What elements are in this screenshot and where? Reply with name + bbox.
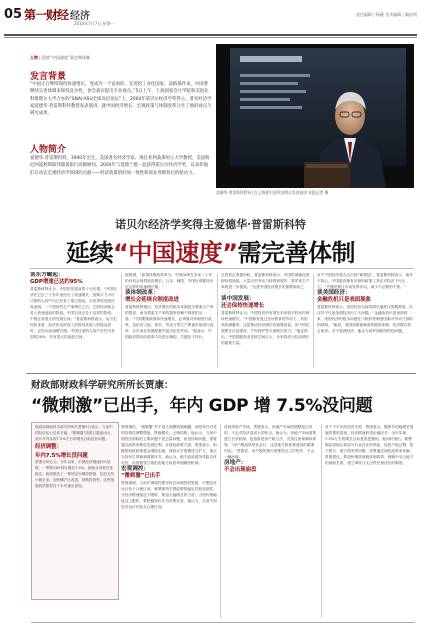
column-divider xyxy=(321,424,322,618)
article2-subhead: 财政部财政科学研究所所长贾康： xyxy=(31,380,174,391)
resume-text: 爱德华·普雷斯科特，1940年出生，美国著名经济学家。现任亚利桑那州立大学教授、美国明尼阿波利斯联邦储备银行高级顾问。2004年与基德兰德一起获得诺贝尔经济学奖，以表彰他们在动态宏观经济学领域的贡献——经济政策的时间一致性和商业周期背后的驱动力。 xyxy=(30,156,210,176)
header-editors: 责任编辑 | 杨薇 美术编辑 | 翁思明 xyxy=(355,12,417,17)
speaker-photo xyxy=(216,44,414,188)
article2-rule xyxy=(26,373,416,374)
column-divider xyxy=(220,424,221,618)
header-date: 2014年7月7日 星期一 xyxy=(74,21,115,26)
article2-column-2: 谈到房地产市场，贾康表示，房地产市场的调整是正常的，不会对经济造成大的冲击。他认为，房地产市场需要建立长效机制，包括推进房产税立法、完善住房保障体系等。“房产税改革势在必行，这是地方税体系建设的重要内容。”贾康说，房产税的推出需要经过立法程序，不会一蹴而就。 房地产： 不会出现崩盘 xyxy=(224,425,317,473)
column-divider xyxy=(217,274,218,368)
kicker: 人物 | 延续“中国速度”需完善体制 xyxy=(30,55,91,60)
article1-column-1: 谈东方崛起： GDP增速已达约95% 普雷斯科特认为，中国的发展前景十分乐观。“中国经济在过去三十多年里经历了高速增长，按购买力平价计算的人均产出已经有了很大提高。全世界的发展经验表明，一个国家的生产率增长之后，它的经济就会进入快速追赶的阶段。中国目前正处于这样的阶段。中国还有很大的发展空间。”普雷斯科特表示，从历史经验来看，经济体从低收入阶段向高收入阶段迈进时，会经历高速增长期。中国目前的人均产出约为美国的20%，仍有很大的追赶空间。 xyxy=(30,272,117,339)
article1-column-4: 对于中国经济是否会出现“硬着陆”，普雷斯科特表示，他并不担心，中国政府拥有足够的政策工具应对经济下行压力。“关键是要让市场发挥作用，减少不必要的干预。” 谈美国经济： 金融危机只是表面现象 普雷斯科特表示，美国经济目前的增长速度比预期要低，但这并不代表美国经济出了大问题。“金融危机只是表面现象，美国经济的根本问题在于税收等制度因素对劳动力供给的抑制。”他说，美国如果能够改革税收体制，经济增长将会加快。对于欧洲经济，他认为同样面临结构性问题。 xyxy=(317,273,414,333)
background-text: “中国正在继续保持快速增长，变成为一个富裕的、先进的工业化国家，前路条件来，中国要继续完善体制来保持竞争性，参会嘉宾提出专业观点。”5日上午，上海国家会计学院和美国北科维斯尔大学合办的“SNAI-ASU全球高层论坛”上，2004年诺贝尔经济学奖得主、著名经济学家爱德华·普雷斯科特教授发表演讲，就中国经济增长、宏观政策与体制改革分享了他的观点与研究成果。 xyxy=(30,82,212,117)
resume-heading: 人物简介 xyxy=(30,145,67,155)
column-divider xyxy=(121,274,122,368)
article2-column-3: 对于下半年的经济走势，贾康表示，随着各项稳增长措施效果的显现，经济增速有望企稳回升，全年实现7.5%左右的增长目标是有把握的。他同时指出，要警惕局部地区和部分行业存在的风险，包括产能过剩、影子银行、地方债务等问题，需要通过深化改革来化解。贾康建议，要加快推进财税体制改革，理顺中央与地方的财政关系，建立事权与支出责任相适应的制度。 xyxy=(325,425,414,465)
page-bottom-rule xyxy=(31,622,415,623)
article1-column-2: 他预测，“如果体制改革得当，中国GDP在未来二十年仍有机会保持较高增长。日本、韩国、中国台湾都经历过这样的高速增长期。” 谈体制改革： 增长会延续自制度改进 普雷斯科特指出，经济增长的根本来源是全要素生产率的提高，而全要素生产率的提高依赖于制度的完善。“中国要继续保持快速增长，必须要对体制进行改革，包括对土地、资本、劳动力等生产要素市场进行改革，让市场在资源配置中起决定性作用。”他表示，中国政府提出的改革方向是正确的，关键在于执行。 xyxy=(125,273,214,339)
header-rule-thin xyxy=(4,37,417,38)
article2-sidebar-box: 财政部财政科学研究所所长贾康5日表示，当前中国经济运行总体平稳，“微刺激”政策已陆续出台，预计年内实现7.5%左右的增长目标没有问题。 经济调整： 年内7.5%增长没问题 贾康分析认为，今年以来，中国经济增速有所放缓，一季度GDP同比增长7.4%，但就业形势总体稳定。政府推出了一系列定向调控措施，包括支持小微企业、加快棚户区改造、铁路投资等，这些措施的效果将在下半年逐步显现。 xyxy=(31,422,119,600)
masthead-logo: 第一财经 xyxy=(24,8,69,22)
column-divider xyxy=(313,274,314,368)
background-heading: 发言背景 xyxy=(30,72,67,82)
page-number: 05 xyxy=(4,7,23,22)
article1-subhead: 诺贝尔经济学奖得主爱德华·普雷斯科特 xyxy=(115,218,306,231)
section-name: 经济 xyxy=(70,11,90,22)
photo-caption: 爱德华·普雷斯科特5日在上海就中国经济增长发表演讲 本报记者 摄 xyxy=(216,190,329,195)
article1-column-3: 在回答记者提问时，普雷斯科特表示，中国的城镇化进程仍将延续，大量农村劳动力转移到城市，将带来生产率的进一步提高。“这是中国经济增长的重要源泉之一。” 谈中国发展： 还会保持快速增长 普雷斯科特认为，中国经济仍有望在未来较长时间内保持快速增长。“中国拥有受过良好教育的劳动力，有很高的储蓄率，这是推动经济增长的重要因素。但中国还需要在法治建设、产权保护等方面做出努力。”他还指出，中国的服务业发展空间巨大，未来将成为拉动增长的重要力量。 xyxy=(221,273,310,345)
header-rule xyxy=(4,34,417,36)
page-header xyxy=(4,4,417,32)
article1-rule xyxy=(30,268,414,269)
article1-headline: 延续“中国速度”需完善体制 xyxy=(65,239,356,267)
article2-headline: “微刺激”已出手，年内 GDP 增 7.5%没问题 xyxy=(31,396,373,416)
article2-column-1: 贾康指出，“微刺激”并不是大规模的强刺激，而是有针对性的结构性调整措施，既稳增长，又调结构。他认为，当前中国经济面临的主要问题不是总量问题，而是结构问题，需要通过改革来释放发展红利。在财政政策方面，贾康表示，积极的财政政策将会继续实施，财政赤字规模适当扩大，重点支持民生领域和薄弱环节。他认为，地方政府债务风险总体可控，但需要建立规范的地方政府举债融资机制。 宏观调控： “微刺激”已出手 贾康强调，当前宏观调控要坚持区间调控的思路，只要经济运行处于合理区间，就要保持宏观政策的稳定性和连续性。当经济增速接近下限时，要加大稳增长的力度；当物价涨幅接近上限时，要把稳物价作为首要任务。他认为，目前中国经济运行仍处在合理区间。 xyxy=(121,425,217,509)
